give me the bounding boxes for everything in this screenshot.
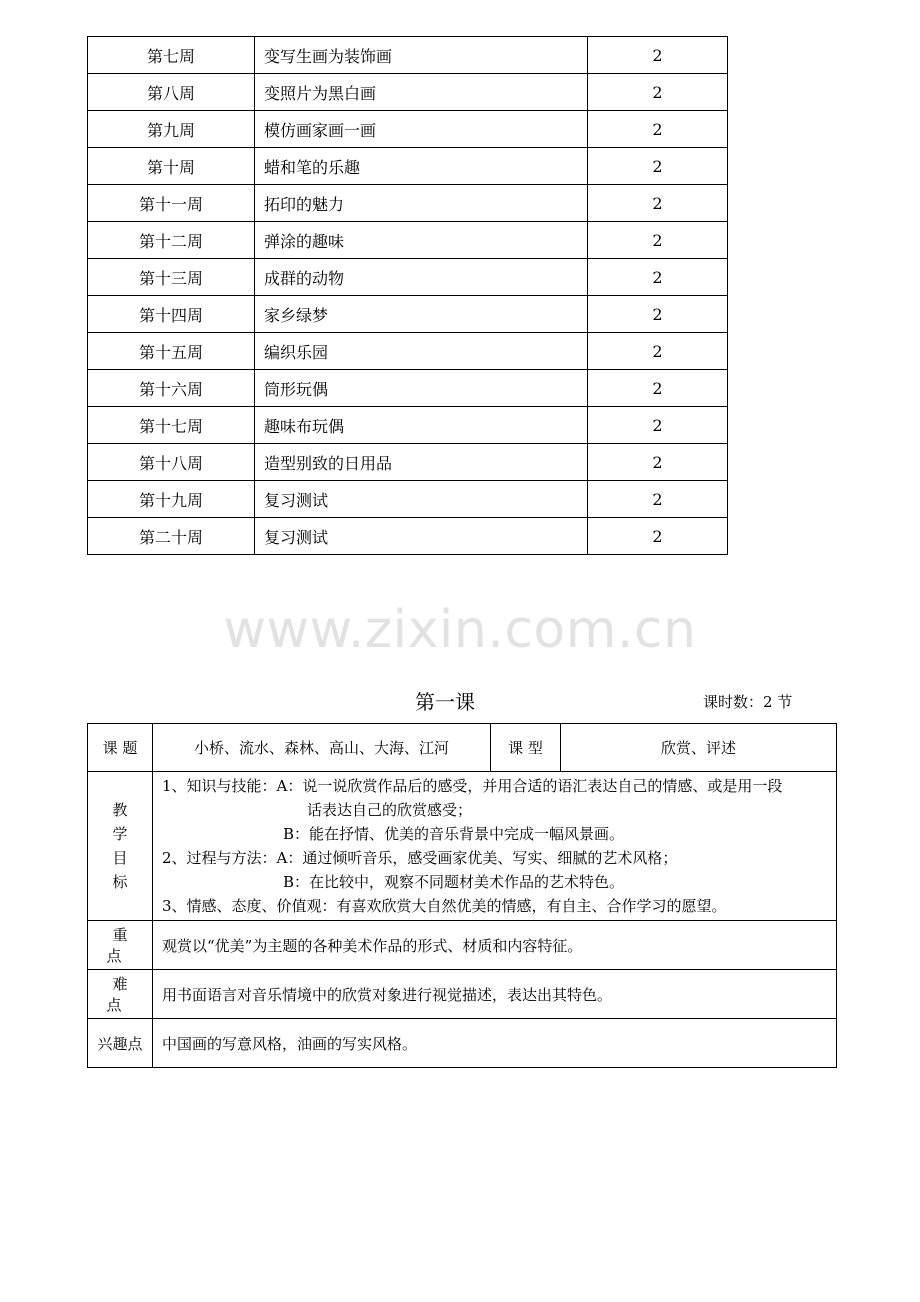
schedule-table bbox=[87, 36, 728, 555]
difficulty-label: 难点 bbox=[106, 975, 140, 1014]
hours-cell: 2 bbox=[588, 296, 728, 333]
hours-cell: 2 bbox=[588, 37, 728, 74]
hours-cell: 2 bbox=[588, 333, 728, 370]
topic-cell: 成群的动物 bbox=[255, 259, 588, 296]
week-cell: 第二十周 bbox=[88, 518, 255, 555]
topic-cell: 变写生画为装饰画 bbox=[255, 37, 588, 74]
topic-cell: 造型别致的日用品 bbox=[255, 444, 588, 481]
hours-cell: 2 bbox=[588, 111, 728, 148]
schedule-row bbox=[88, 518, 728, 555]
hours-cell: 2 bbox=[588, 259, 728, 296]
week-cell: 第七周 bbox=[88, 37, 255, 74]
topic-cell: 弹涂的趣味 bbox=[255, 222, 588, 259]
topic-cell: 编织乐园 bbox=[255, 333, 588, 370]
key-point-label: 重点 bbox=[106, 926, 140, 965]
goals-label bbox=[88, 772, 153, 921]
hours-cell: 2 bbox=[588, 518, 728, 555]
goal-line: 话表达自己的欣赏感受； bbox=[307, 801, 473, 819]
topic-cell: 趣味布玩偶 bbox=[255, 407, 588, 444]
schedule-row bbox=[88, 111, 728, 148]
goals-row bbox=[88, 772, 837, 921]
difficulty-row bbox=[88, 970, 837, 1019]
week-cell: 第十七周 bbox=[88, 407, 255, 444]
interest-row bbox=[88, 1019, 837, 1068]
hours-cell: 2 bbox=[588, 370, 728, 407]
topic-cell: 复习测试 bbox=[255, 481, 588, 518]
type-value: 欣赏、评述 bbox=[561, 724, 837, 772]
topic-cell: 蜡和笔的乐趣 bbox=[255, 148, 588, 185]
week-cell: 第八周 bbox=[88, 74, 255, 111]
hours-cell: 2 bbox=[588, 222, 728, 259]
schedule-row bbox=[88, 222, 728, 259]
goals-label-char: 学 bbox=[112, 825, 128, 843]
topic-cell: 变照片为黑白画 bbox=[255, 74, 588, 111]
week-cell: 第十四周 bbox=[88, 296, 255, 333]
goal-line: 3、情感、态度、价值观：有喜欢欣赏大自然优美的情感，有自主、合作学习的愿望。 bbox=[162, 897, 727, 915]
week-cell: 第十八周 bbox=[88, 444, 255, 481]
interest-value: 中国画的写意风格，油画的写实风格。 bbox=[153, 1019, 837, 1068]
schedule-row bbox=[88, 370, 728, 407]
week-cell: 第十三周 bbox=[88, 259, 255, 296]
schedule-row bbox=[88, 333, 728, 370]
type-label: 课 型 bbox=[491, 724, 561, 772]
lesson-hours: 课时数：2 节 bbox=[703, 693, 793, 711]
difficulty-value: 用书面语言对音乐情境中的欣赏对象进行视觉描述，表达出其特色。 bbox=[153, 970, 837, 1019]
goals-label-char: 目 bbox=[112, 849, 128, 867]
hours-cell: 2 bbox=[588, 185, 728, 222]
lesson-plan-table bbox=[87, 723, 837, 1068]
watermark: www.zixin.com.cn bbox=[223, 600, 697, 660]
schedule-row bbox=[88, 444, 728, 481]
schedule-row bbox=[88, 481, 728, 518]
goal-line: 2、过程与方法：A：通过倾听音乐，感受画家优美、写实、细腻的艺术风格； bbox=[162, 849, 678, 867]
key-point-value: 观赏以“优美”为主题的各种美术作品的形式、材质和内容特征。 bbox=[153, 921, 837, 970]
topic-label: 课 题 bbox=[88, 724, 153, 772]
week-cell: 第十六周 bbox=[88, 370, 255, 407]
week-cell: 第十一周 bbox=[88, 185, 255, 222]
goal-line: B：能在抒情、优美的音乐背景中完成一幅风景画。 bbox=[283, 825, 625, 843]
schedule-row bbox=[88, 296, 728, 333]
interest-label: 兴趣点 bbox=[88, 1019, 153, 1068]
schedule-row bbox=[88, 259, 728, 296]
week-cell: 第十二周 bbox=[88, 222, 255, 259]
goal-line: 1、知识与技能：A：说一说欣赏作品后的感受，并用合适的语汇表达自己的情感、或是用一段 bbox=[162, 777, 783, 795]
topic-value: 小桥、流水、森林、高山、大海、江河 bbox=[153, 724, 491, 772]
hours-cell: 2 bbox=[588, 444, 728, 481]
week-cell: 第十周 bbox=[88, 148, 255, 185]
week-cell: 第九周 bbox=[88, 111, 255, 148]
goals-label-char: 标 bbox=[112, 873, 128, 891]
goals-content bbox=[153, 772, 837, 921]
key-point-row bbox=[88, 921, 837, 970]
schedule-row bbox=[88, 37, 728, 74]
week-cell: 第十九周 bbox=[88, 481, 255, 518]
hours-cell: 2 bbox=[588, 148, 728, 185]
topic-row bbox=[88, 724, 837, 772]
schedule-row bbox=[88, 74, 728, 111]
schedule-row bbox=[88, 185, 728, 222]
topic-cell: 筒形玩偶 bbox=[255, 370, 588, 407]
hours-cell: 2 bbox=[588, 481, 728, 518]
lesson-title: 第一课 bbox=[415, 690, 475, 714]
topic-cell: 家乡绿梦 bbox=[255, 296, 588, 333]
hours-cell: 2 bbox=[588, 74, 728, 111]
goal-line: B：在比较中，观察不同题材美术作品的艺术特色。 bbox=[283, 873, 625, 891]
week-cell: 第十五周 bbox=[88, 333, 255, 370]
topic-cell: 复习测试 bbox=[255, 518, 588, 555]
goals-label-char: 教 bbox=[112, 801, 128, 819]
topic-cell: 拓印的魅力 bbox=[255, 185, 588, 222]
schedule-row bbox=[88, 148, 728, 185]
schedule-row bbox=[88, 407, 728, 444]
topic-cell: 模仿画家画一画 bbox=[255, 111, 588, 148]
hours-cell: 2 bbox=[588, 407, 728, 444]
